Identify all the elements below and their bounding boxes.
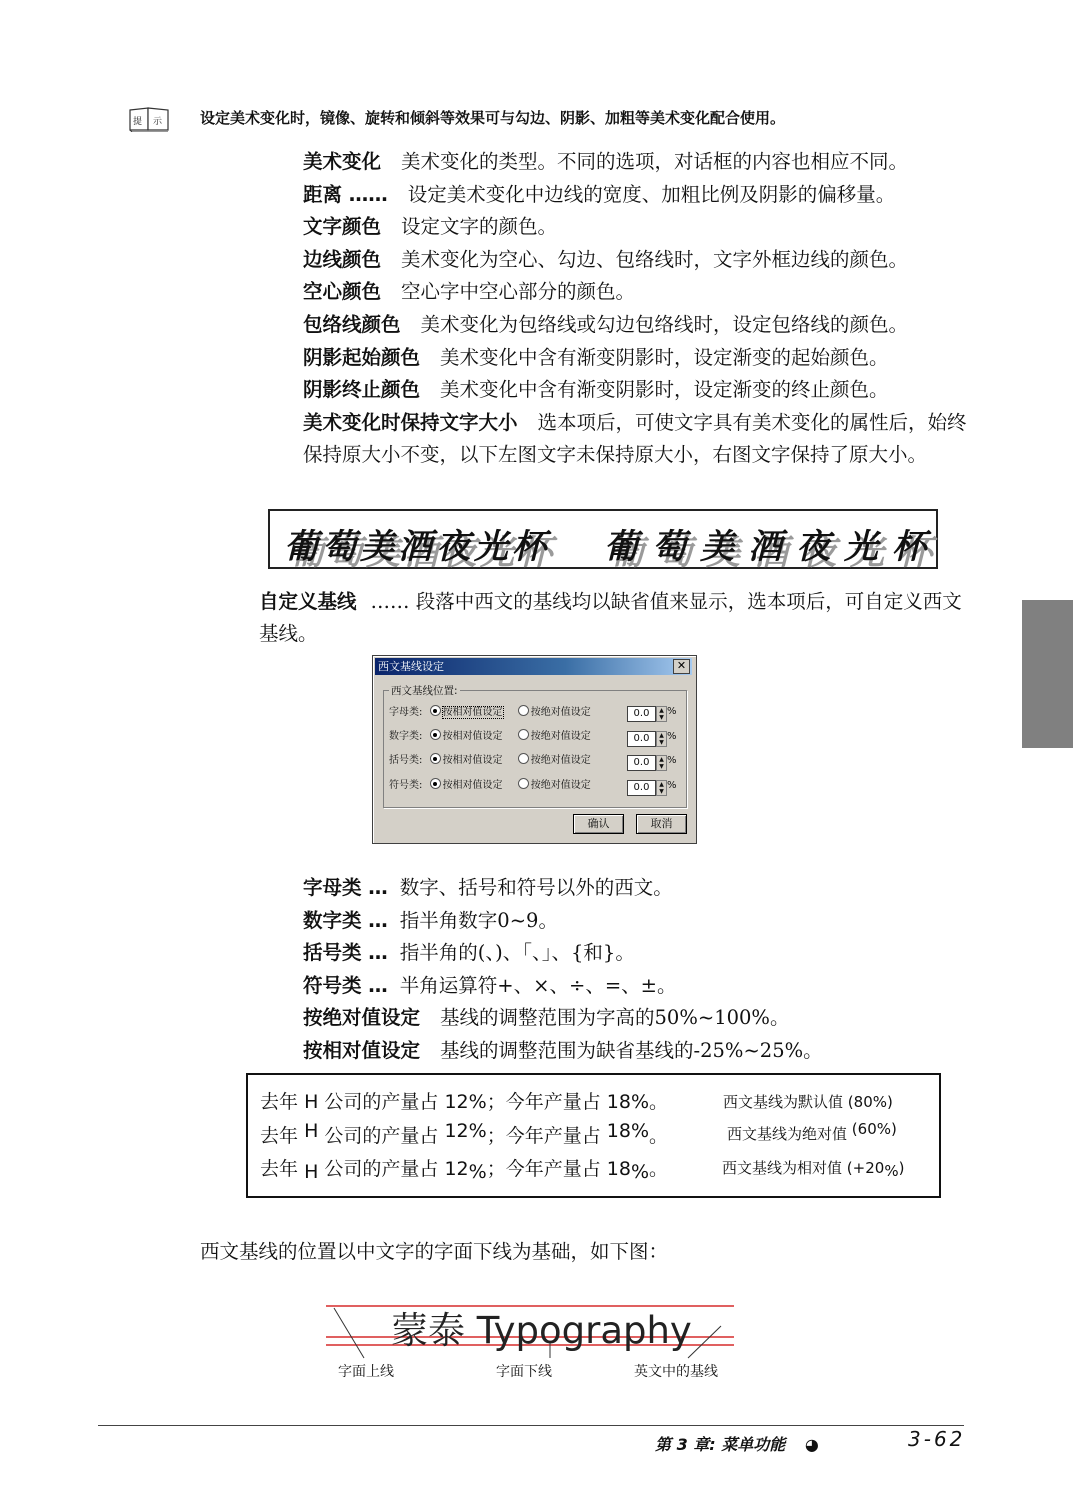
radio-label: 按绝对值设定 [530, 780, 591, 791]
definition-item [303, 970, 823, 1003]
baseline-value-input[interactable]: 0.0 [627, 706, 656, 722]
absolute-radio[interactable] [518, 755, 591, 766]
art-glyph: 光 [844, 527, 878, 567]
cancel-button[interactable]: 取消 [636, 814, 687, 834]
spin-arrows-icon[interactable]: ▲ ▼ [656, 731, 667, 747]
example-text: ；今年产量占 [486, 1158, 601, 1180]
relative-radio[interactable] [430, 755, 503, 766]
absolute-radio[interactable] [518, 731, 591, 742]
definition-item [303, 905, 823, 938]
art-glyph: 夜 [796, 527, 830, 567]
row-label: 括号类: [389, 755, 423, 766]
dialog-title: 西文基线设定 [378, 660, 444, 673]
definition-desc: 美术变化的类型。不同的选项，对话框的内容也相应不同。 [401, 150, 909, 173]
definition-desc: 美术变化为空心、勾边、包络线时，文字外框边线的颜色。 [401, 247, 909, 271]
radio-label: 按相对值设定 [442, 707, 503, 718]
definition-desc: 美术变化中含有渐变阴影时，设定渐变的终止颜色。 [440, 378, 889, 402]
dialog-row-letters [389, 704, 591, 722]
absolute-radio[interactable] [518, 780, 591, 791]
example-row-absolute [260, 1121, 668, 1148]
art-glyph: 美 [700, 527, 734, 567]
chapter-title [655, 1432, 819, 1455]
example-latin: 18% [606, 1091, 649, 1113]
spin-arrows-icon[interactable]: ▲ ▼ [656, 755, 667, 771]
note-value: % [884, 1162, 899, 1180]
definition-term: 包络线颜色 [303, 312, 401, 336]
definition-item [303, 1002, 823, 1035]
dialog-row-symbols [389, 777, 591, 795]
definition-item [303, 211, 968, 244]
example-latin: 12% [444, 1120, 487, 1142]
radio-label: 按相对值设定 [442, 780, 503, 791]
definition-item [303, 342, 968, 375]
definition-term: 字母类 … [303, 876, 388, 899]
example-text: 去年 [260, 1158, 299, 1180]
baseline-settings-dialog [372, 655, 697, 844]
radio-checked-icon [430, 705, 441, 716]
definition-item [303, 872, 823, 905]
example-text: 公司的产量占 [324, 1158, 439, 1180]
definition-desc: 数字、括号和符号以外的西文。 [399, 876, 673, 899]
close-button[interactable]: ✕ [673, 659, 690, 674]
radio-label: 按绝对值设定 [530, 731, 591, 742]
art-glyph: 酒 [748, 527, 782, 567]
ok-button[interactable]: 确认 [573, 814, 624, 834]
radio-empty-icon [518, 753, 529, 764]
row-label: 字母类: [389, 707, 423, 718]
unit-label: % [667, 706, 677, 717]
definition-desc: 选本项后，可使文字具有美术变化的属性后，始终保持原大小不变，以下左图文字未保持原大小，右图文字保持了原大小。 [303, 410, 967, 467]
definition-term: 距离 …… [303, 182, 388, 206]
label-english-baseline: 英文中的基线 [634, 1364, 718, 1380]
example-text: 。 [649, 1125, 669, 1147]
relative-radio[interactable] [430, 780, 503, 791]
radio-empty-icon [518, 778, 529, 789]
definition-desc: 半角运算符+、×、÷、=、±。 [399, 973, 677, 997]
example-latin: % [630, 1161, 650, 1183]
example-latin: H [304, 1120, 319, 1142]
note-value: ) [898, 1159, 905, 1177]
definition-term: 符号类 … [303, 973, 388, 997]
example-text: 公司的产量占 [324, 1091, 439, 1113]
dialog-titlebar[interactable] [375, 658, 692, 675]
baseline-value-input[interactable]: 0.0 [627, 780, 656, 796]
example-text: 。 [649, 1158, 669, 1180]
top-line-pointer [334, 1308, 364, 1358]
definition-term: 阴影起始颜色 [303, 345, 421, 369]
definition-desc: …… 段落中西文的基线均以缺省值来显示，选本项后，可自定义西文基线。 [259, 590, 962, 645]
radio-checked-icon [430, 778, 441, 789]
example-latin: 12% [444, 1091, 487, 1113]
art-glyph: 萄 [322, 527, 356, 567]
definition-term: 阴影终止颜色 [303, 378, 421, 402]
baseline-pointer [688, 1326, 721, 1358]
baseline-example-box [246, 1073, 941, 1198]
definition-item [303, 407, 968, 472]
definition-term: 美术变化 [303, 150, 382, 173]
art-glyph: 美 [360, 527, 394, 567]
example-note [722, 1157, 904, 1178]
example-text: 去年 [260, 1091, 299, 1113]
definition-desc: 设定文字的颜色。 [401, 215, 558, 239]
definition-item [303, 244, 968, 277]
dialog-row-digits [389, 728, 591, 746]
example-text: ；今年产量占 [486, 1125, 601, 1147]
art-glyph: 葡 [284, 527, 318, 567]
note-text: 西文基线为默认值 [723, 1093, 844, 1111]
absolute-radio[interactable] [518, 707, 591, 718]
definition-desc: 美术变化为包络线或勾边包络线时，设定包络线的颜色。 [420, 312, 909, 336]
relative-radio[interactable] [430, 707, 503, 718]
radio-empty-icon [518, 729, 529, 740]
radio-checked-icon [430, 753, 441, 764]
definition-term: 括号类 … [303, 941, 388, 965]
note-text: 西文基线为绝对值 [727, 1125, 848, 1143]
radio-label: 按绝对值设定 [530, 707, 591, 718]
note-value: (60%) [851, 1120, 897, 1138]
definition-term: 文字颜色 [303, 215, 382, 239]
baseline-intro-text: 西文基线的位置以中文字的字面下线为基础，如下图： [200, 1240, 669, 1263]
example-text: 公司的产量占 [324, 1125, 439, 1147]
spin-arrows-icon[interactable]: ▲ ▼ [656, 780, 667, 796]
unit-label: % [667, 755, 677, 766]
row-label: 数字类: [389, 731, 423, 742]
definition-term: 数字类 … [303, 908, 388, 932]
definition-item [303, 309, 968, 342]
radio-label: 按绝对值设定 [530, 755, 591, 766]
definition-item [303, 374, 968, 407]
spin-arrows-icon[interactable]: ▲ ▼ [656, 706, 667, 722]
label-face-top: 字面上线 [338, 1364, 394, 1380]
example-row-relative [260, 1154, 668, 1181]
art-glyph: 光 [474, 527, 508, 567]
tip-book-icon [128, 106, 170, 132]
example-latin: % [468, 1161, 487, 1183]
definition-item [303, 1035, 823, 1068]
art-glyph: 夜 [436, 527, 470, 567]
definition-term: 边线颜色 [303, 247, 382, 271]
page-number: 3-62 [908, 1427, 966, 1451]
baseline-value-input[interactable]: 0.0 [627, 755, 656, 771]
definition-desc: 基线的调整范围为字高的50%~100%。 [440, 1006, 790, 1030]
radio-label: 按相对值设定 [442, 731, 503, 742]
example-text: 。 [649, 1091, 669, 1113]
note-text: 西文基线为相对值 [722, 1159, 843, 1177]
unit-label: % [667, 780, 677, 791]
chapter-text: 第 3 章: 菜单功能 [655, 1435, 786, 1454]
example-latin: 18 [606, 1158, 631, 1180]
definition-term: 自定义基线 [259, 590, 357, 613]
definition-desc: 基线的调整范围为缺省基线的-25%~25%。 [440, 1038, 823, 1062]
row-label: 符号类: [389, 780, 423, 791]
definition-desc: 指半角数字0~9。 [399, 908, 558, 932]
svg-text:示: 示 [153, 117, 163, 127]
definition-list [303, 146, 968, 472]
relative-radio[interactable] [430, 731, 503, 742]
tip-icon-label: 提 [133, 117, 143, 127]
definition-desc: 设定美术变化中边线的宽度、加粗比例及阴影的偏移量。 [407, 182, 896, 206]
note-value: (80%) [847, 1093, 893, 1111]
pie-icon: ◕ [804, 1435, 819, 1454]
radio-checked-icon [430, 729, 441, 740]
dialog-row-brackets [389, 752, 591, 770]
example-latin: H [304, 1091, 319, 1113]
tip-text: 设定美术变化时，镜像、旋转和倾斜等效果可与勾边、阴影、加粗等美术变化配合使用。 [200, 109, 786, 127]
typography-baseline-diagram [326, 1296, 736, 1386]
footer-rule [98, 1425, 964, 1426]
definition-term: 美术变化时保持文字大小 [303, 410, 518, 434]
definition-term: 空心颜色 [303, 280, 382, 304]
note-value: (+20 [846, 1159, 885, 1177]
label-face-bottom: 字面下线 [496, 1364, 552, 1380]
definition-term: 按绝对值设定 [303, 1006, 421, 1030]
typography-sample: 蒙泰 Typography [391, 1309, 692, 1352]
art-glyph: 杯 [892, 527, 926, 567]
example-note [727, 1120, 897, 1144]
art-text-sample [268, 509, 938, 569]
example-text: ；今年产量占 [486, 1091, 601, 1113]
custom-baseline-paragraph [259, 586, 969, 650]
unit-label: % [667, 731, 677, 742]
radio-empty-icon [518, 705, 529, 716]
baseline-value-input[interactable]: 0.0 [627, 731, 656, 747]
example-text: 去年 [260, 1125, 299, 1147]
group-label: 西文基线位置: [391, 685, 458, 697]
definition-term: 按相对值设定 [303, 1038, 421, 1062]
example-note [723, 1091, 893, 1112]
example-latin: 18% [606, 1120, 649, 1142]
example-latin: H [304, 1161, 319, 1183]
art-glyph: 杯 [512, 527, 546, 567]
definition-item [303, 276, 968, 309]
definition-item [303, 179, 968, 212]
baseline-type-list [303, 872, 823, 1068]
example-latin: 12 [444, 1158, 469, 1180]
example-row-default [260, 1087, 668, 1114]
definition-item [303, 146, 968, 179]
definition-desc: 空心字中空心部分的颜色。 [401, 280, 636, 304]
art-glyph: 萄 [652, 527, 686, 567]
definition-desc: 指半角的(、)、「、」、{和}。 [399, 941, 635, 965]
art-glyph: 酒 [398, 527, 432, 567]
art-glyph: 葡 [604, 527, 638, 567]
definition-item [303, 937, 823, 970]
definition-desc: 美术变化中含有渐变阴影时，设定渐变的起始颜色。 [440, 345, 889, 369]
radio-label: 按相对值设定 [442, 755, 503, 766]
chapter-side-tab [1022, 600, 1073, 748]
